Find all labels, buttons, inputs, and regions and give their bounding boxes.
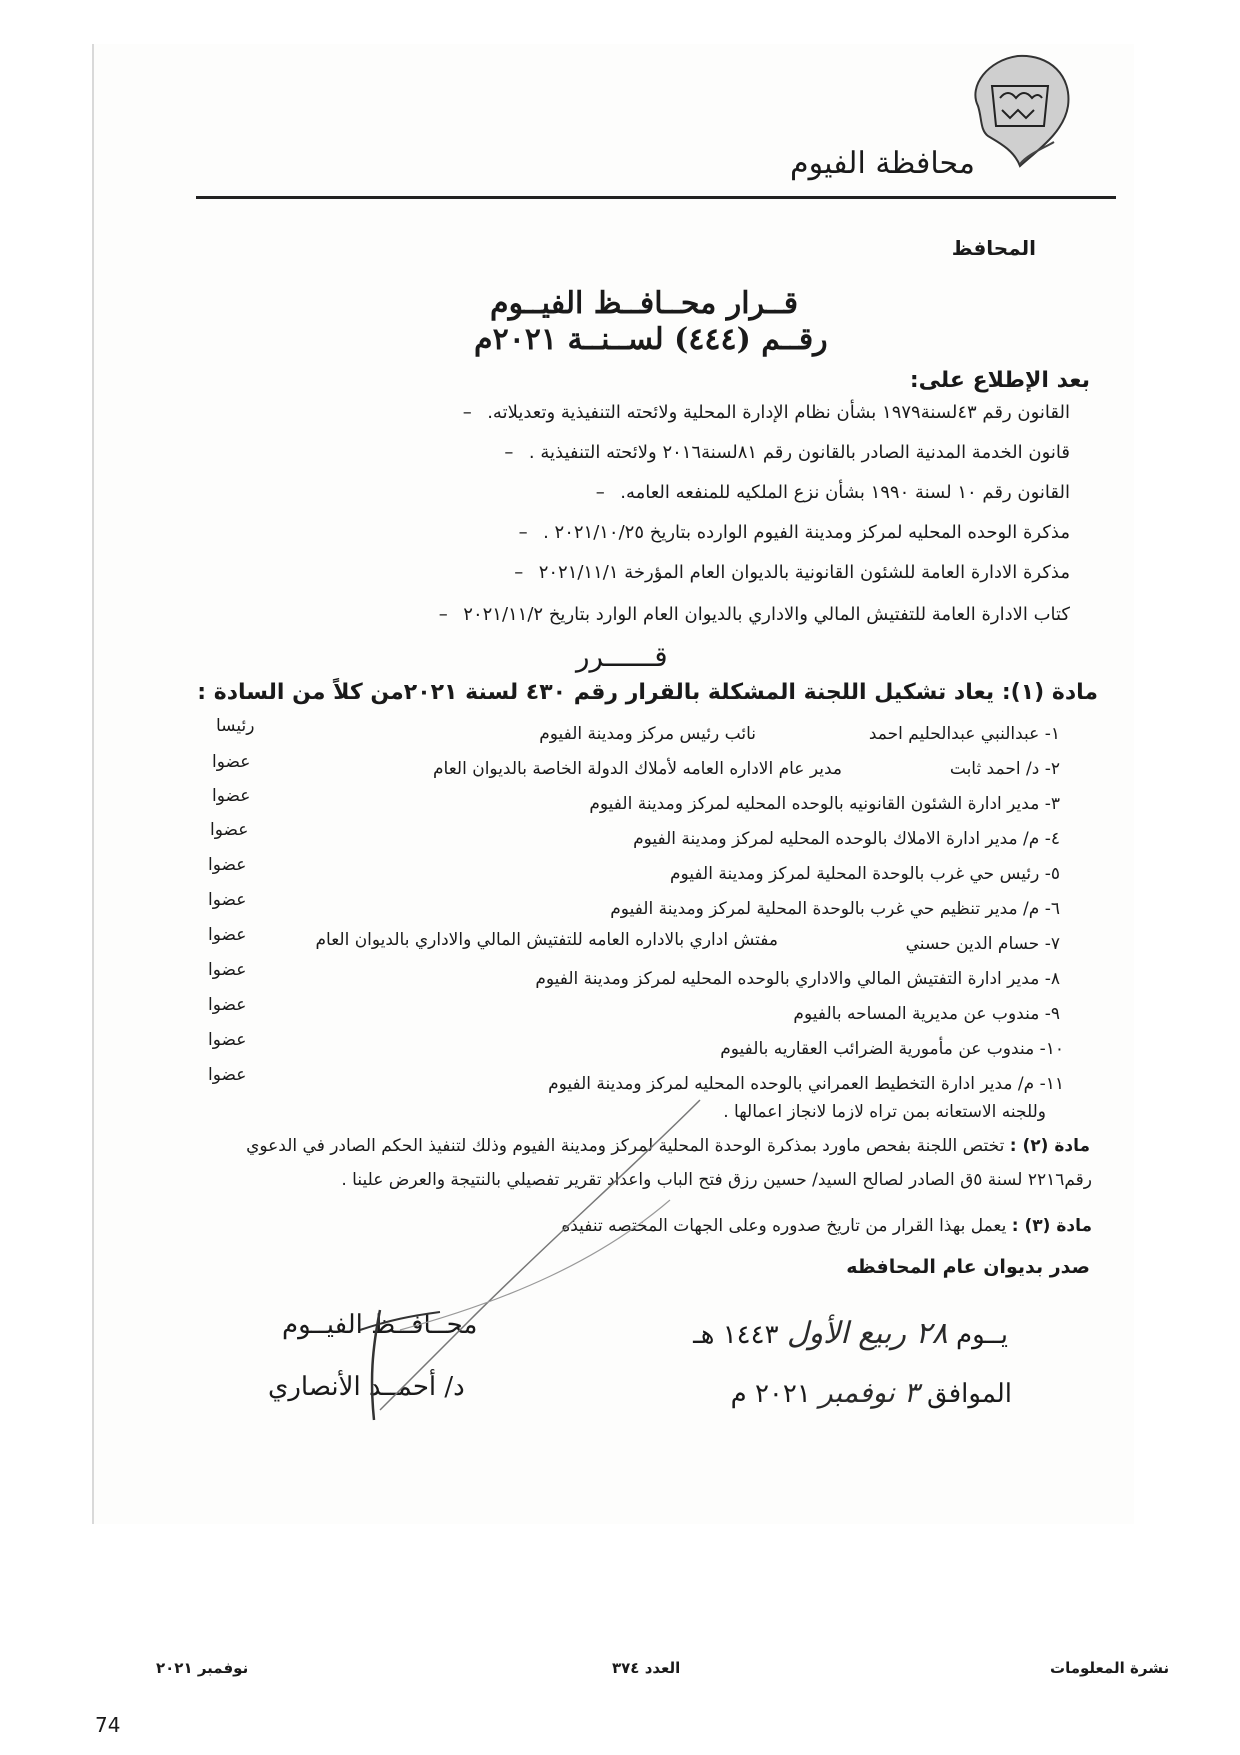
signatory-title: محــافــظ الفيــوم [282,1310,478,1340]
member-role: عضوا [212,786,251,806]
article-2-line1: مادة (٢) : تختص اللجنة بفحص ماورد بمذكرة الوحدة المحلية لمركز ومدينة الفيوم وذلك لتنفيذ الحكم الصادر في الدعوي [246,1136,1090,1156]
article-2-line2: رقم٢٢١٦ لسنة ٥ق الصادر لصالح السيد/ حسين رزق فتح الباب واعداد تقرير تفصيلي بالنتيجة والعرض علينا . [341,1170,1092,1190]
member-role: عضوا [212,752,251,772]
committee-member: ٤- م/ مدير ادارة الاملاك بالوحده المحليه لمركز ومدينة الفيوم [633,829,1060,849]
preamble-item: مذكرة الوحده المحليه لمركز ومدينة الفيوم الوارده بتاريخ ٢٠٢١/١٠/٢٥ .– [518,522,1070,543]
preamble-item: مذكرة الادارة العامة للشئون القانونية بالديوان العام المؤرخة ٢٠٢١/١١/١– [514,562,1070,583]
footer-issue: العدد ٣٧٤ [612,1659,681,1677]
committee-member: ٩- مندوب عن مديرية المساحه بالفيوم [793,1004,1060,1024]
header-divider [196,196,1116,199]
preamble-item: كتاب الادارة العامة للتفتيش المالي والاداري بالديوان العام الوارد بتاريخ ٢٠٢١/١١/٢– [438,604,1070,625]
issued-at: صدر بديوان عام المحافظه [846,1256,1090,1278]
footer-publication: نشرة المعلومات [1050,1659,1170,1677]
preamble-item: قانون الخدمة المدنية الصادر بالقانون رقم ٨١لسنة٢٠١٦ ولائحته التنفيذية .– [504,442,1070,463]
committee-member: ٥- رئيس حي غرب بالوحدة المحلية لمركز ومدينة الفيوم [669,864,1060,884]
member-title: نائب رئيس مركز ومدينة الفيوم [539,724,756,744]
member-role: عضوا [208,1030,247,1050]
member-role: عضوا [208,1065,247,1085]
decree-title: قــرار محــافــظ الفيــوم [490,286,799,321]
preamble-item: القانون رقم ١٠ لسنة ١٩٩٠ بشأن نزع الملكيه للمنفعه العامه.– [595,482,1070,503]
committee-member: ١٠- مندوب عن مأمورية الضرائب العقاريه بالفيوم [720,1039,1064,1059]
member-title: مدير عام الاداره العامه لأملاك الدولة الخاصة بالديوان العام [433,759,842,779]
committee-member: ٣- مدير ادارة الشئون القانونيه بالوحده المحليه لمركز ومدينة الفيوم [589,794,1060,814]
page-number: 74 [95,1713,121,1737]
signature-scribble-icon [300,1080,720,1430]
committee-member: ٦- م/ مدير تنظيم حي غرب بالوحدة المحلية لمركز ومدينة الفيوم [610,899,1060,919]
committee-member: ٢- د/ احمد ثابت [949,759,1060,779]
member-role: عضوا [208,890,247,910]
signatory-name: د/ أحمــد الأنصاري [268,1372,465,1402]
member-role: عضوا [208,925,247,945]
preamble-heading: بعد الإطلاع على: [909,368,1090,393]
committee-member: ٧- حسام الدين حسني [905,934,1060,954]
article-3: مادة (٣) : يعمل بهذا القرار من تاريخ صدوره وعلى الجهات المختصه تنفيذه [561,1216,1092,1236]
member-role: عضوا [210,820,249,840]
committee-member: ١- عبدالنبي عبدالحليم احمد [868,724,1060,744]
decision-heading: قــــــرر [576,640,668,673]
footer-month: نوفمبر ٢٠٢١ [156,1659,249,1677]
committee-member: ٨- مدير ادارة التفتيش المالي والاداري بالوحده المحليه لمركز ومدينة الفيوم [535,969,1060,989]
member-role: عضوا [208,960,247,980]
gregorian-date: الموافق ٣ نوفمبر ٢٠٢١ م [730,1376,1012,1409]
member-role: عضوا [208,855,247,875]
governorate-header: محافظة الفيوم [790,146,975,181]
office-label: المحافظ [951,236,1036,260]
decree-number: رقــم (٤٤٤) لســنــة ٢٠٢١م [474,322,828,357]
member-title: مفتش اداري بالاداره العامه للتفتيش المالي والاداري بالديوان العام [315,930,778,950]
committee-note: وللجنه الاستعانه بمن تراه لازما لانجاز اعمالها . [723,1102,1046,1122]
hijri-date: يــوم ٢٨ ربيع الأول ١٤٤٣ هـ [693,1316,1008,1351]
article-1-heading: مادة (١): يعاد تشكيل اللجنة المشكلة بالقرار رقم ٤٣٠ لسنة ٢٠٢١من كلاً من السادة : [197,680,1098,705]
preamble-item: القانون رقم ٤٣لسنة١٩٧٩ بشأن نظام الإدارة المحلية ولائحته التنفيذية وتعديلاته.– [462,402,1070,423]
member-role: عضوا [208,995,247,1015]
governorate-emblem-icon [958,46,1080,174]
member-role: رئيسا [216,716,255,736]
committee-member: ١١- م/ مدير ادارة التخطيط العمراني بالوحده المحليه لمركز ومدينة الفيوم [548,1074,1064,1094]
